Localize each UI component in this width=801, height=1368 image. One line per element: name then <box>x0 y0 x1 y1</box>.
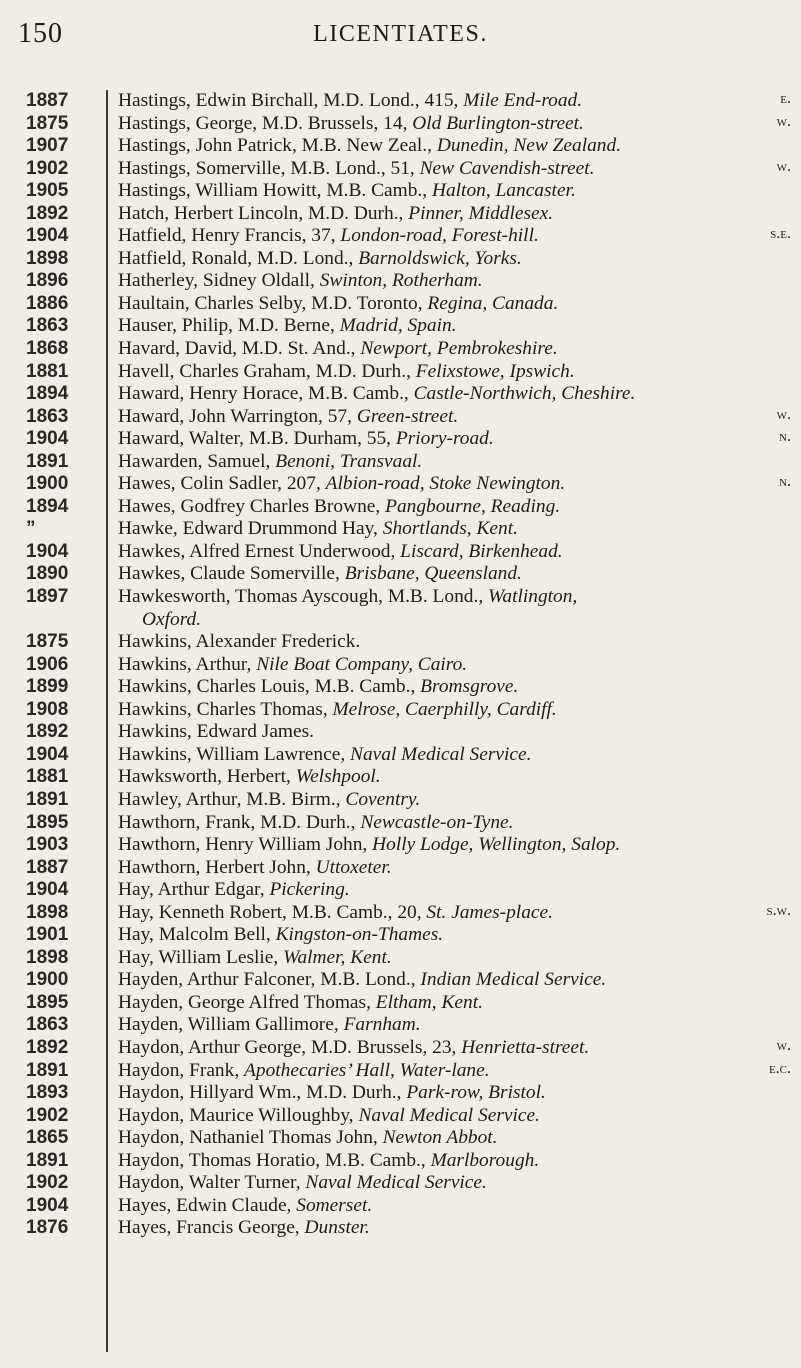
entry-row <box>0 428 801 451</box>
entry-year: 1893 <box>26 1082 69 1104</box>
entry-year: 1887 <box>26 856 69 878</box>
entry-row <box>0 293 801 316</box>
entry-text <box>118 563 793 586</box>
entry-year: 1898 <box>26 247 69 269</box>
entry-row <box>0 812 801 835</box>
entry-year: 1907 <box>26 135 69 157</box>
entry-text <box>118 496 793 519</box>
entry-row <box>0 1060 801 1083</box>
entry-year: 1891 <box>26 1059 69 1081</box>
entry-row <box>0 361 801 384</box>
entry-text <box>118 1037 793 1060</box>
entry-location: Priory-road. <box>395 428 494 450</box>
entry-text <box>118 969 793 992</box>
entry-name: Haydon, Walter Turner, <box>118 1172 306 1194</box>
entry-text <box>118 766 793 789</box>
entry-row <box>0 338 801 361</box>
entry-year: 1904 <box>26 743 69 765</box>
entry-name: Hayden, George Alfred Thomas, <box>118 991 376 1013</box>
entry-year: 1891 <box>26 788 69 810</box>
entry-row <box>0 90 801 113</box>
entry-location: Felixstowe, Ipswich. <box>415 360 575 382</box>
entry-year: 1892 <box>26 1036 69 1058</box>
entry-name: Haydon, Arthur George, M.D. Brussels, 23, <box>118 1036 462 1058</box>
entry-name: Hawkins, Arthur, <box>118 653 257 675</box>
entry-name: Havard, David, M.D. St. And., <box>118 338 361 360</box>
entry-location: London-road, Forest-hill. <box>340 225 539 247</box>
entry-location: Newport, Pembrokeshire. <box>360 338 558 360</box>
entry-text <box>118 902 793 925</box>
page-number: 150 <box>18 18 63 49</box>
entry-row <box>0 789 801 812</box>
licentiates-list <box>0 90 801 1240</box>
entry-year: 1891 <box>26 450 69 472</box>
entry-text <box>118 451 793 474</box>
entry-text <box>118 699 793 722</box>
entry-row <box>0 699 801 722</box>
entry-location: Benoni, Transvaal. <box>275 450 423 472</box>
entry-text <box>118 315 793 338</box>
entry-year: 1900 <box>26 969 69 991</box>
entry-text <box>118 180 793 203</box>
entry-text <box>118 135 793 158</box>
entry-location: Walmer, Kent. <box>283 946 392 968</box>
entry-year: 1904 <box>26 540 69 562</box>
entry-name: Hawksworth, Herbert, <box>118 766 296 788</box>
entry-year: ” <box>26 518 36 540</box>
entry-location: Uttoxeter. <box>315 856 392 878</box>
entry-year: 1892 <box>26 202 69 224</box>
entry-year: 1904 <box>26 428 69 450</box>
entry-location: New Cavendish-street. <box>419 157 595 179</box>
entry-year: 1904 <box>26 879 69 901</box>
entry-row <box>0 1172 801 1195</box>
entry-row <box>0 834 801 857</box>
entry-year: 1875 <box>26 112 69 134</box>
entry-name: Hawkins, Charles Louis, M.B. Camb., <box>118 676 421 698</box>
entry-row <box>0 315 801 338</box>
entry-postal-district: n. <box>779 428 791 446</box>
entry-year: 1905 <box>26 180 69 202</box>
entry-postal-district: e.c. <box>768 1059 791 1077</box>
entry-year: 1895 <box>26 991 69 1013</box>
entry-location: Indian Medical Service. <box>420 969 607 991</box>
entry-name: Hatfield, Ronald, M.D. Lond., <box>118 247 359 269</box>
entry-row <box>0 654 801 677</box>
entry-year: 1863 <box>26 315 69 337</box>
entry-location: Welshpool. <box>295 766 381 788</box>
entry-name: Hawthorn, Frank, M.D. Durh., <box>118 811 361 833</box>
entry-name: Hayes, Edwin Claude, <box>118 1194 297 1216</box>
entry-year: 1876 <box>26 1217 69 1239</box>
entry-name: Hastings, Edwin Birchall, M.D. Lond., 415, <box>118 90 464 111</box>
entry-location: Brisbane, Queensland. <box>344 563 522 585</box>
entry-row <box>0 676 801 699</box>
entry-year: 1890 <box>26 563 69 585</box>
entry-name: Haward, Walter, M.B. Durham, 55, <box>118 428 396 450</box>
entry-location: Regina, Canada. <box>427 292 559 314</box>
entry-row <box>0 180 801 203</box>
entry-name: Havell, Charles Graham, M.D. Durh., <box>118 360 416 382</box>
entry-text <box>118 654 793 677</box>
entry-year: 1892 <box>26 721 69 743</box>
entry-text <box>118 248 793 271</box>
entry-text <box>118 992 793 1015</box>
entry-year: 1902 <box>26 1104 69 1126</box>
entry-row <box>0 1127 801 1150</box>
entry-location: Naval Medical Service. <box>358 1104 540 1126</box>
entry-continuation <box>0 609 801 632</box>
entry-row <box>0 586 801 609</box>
entry-text <box>118 586 793 609</box>
entry-text <box>118 383 793 406</box>
entry-row <box>0 451 801 474</box>
entry-text <box>118 541 793 564</box>
entry-row <box>0 902 801 925</box>
entry-postal-district: w. <box>776 405 791 423</box>
entry-location: Apothecaries’ Hall, Water-lane. <box>244 1059 490 1081</box>
entry-location: Nile Boat Company, Cairo. <box>256 653 468 675</box>
entry-name: Haward, Henry Horace, M.B. Camb., <box>118 383 414 405</box>
entry-year: 1881 <box>26 360 69 382</box>
entry-location: Watlington, <box>488 586 578 608</box>
entry-year: 1906 <box>26 653 69 675</box>
entry-year: 1897 <box>26 586 69 608</box>
entry-year: 1863 <box>26 1014 69 1036</box>
entry-location: Farnham. <box>343 1014 421 1036</box>
entry-year: 1908 <box>26 698 69 720</box>
entry-year: 1894 <box>26 495 69 517</box>
entry-name: Haydon, Nathaniel Thomas John, <box>118 1127 383 1149</box>
entry-location: Henrietta-street. <box>461 1036 590 1058</box>
entry-text <box>118 293 793 316</box>
entry-name: Haydon, Frank, <box>118 1059 245 1081</box>
entry-row <box>0 1037 801 1060</box>
entry-text <box>118 1217 793 1240</box>
entry-row <box>0 969 801 992</box>
entry-location: St. James-place. <box>426 901 553 923</box>
entry-location: Eltham, Kent. <box>375 991 483 1013</box>
entry-text <box>118 924 793 947</box>
entry-text <box>118 834 793 857</box>
entry-row <box>0 563 801 586</box>
entry-row <box>0 473 801 496</box>
entry-location: Madrid, Spain. <box>339 315 457 337</box>
entry-name: Hastings, Somerville, M.B. Lond., 51, <box>118 157 420 179</box>
entry-postal-district: n. <box>779 473 791 491</box>
entry-text <box>118 1082 793 1105</box>
entry-year: 1904 <box>26 225 69 247</box>
entry-postal-district: s.w. <box>766 901 791 919</box>
entry-row <box>0 1217 801 1240</box>
entry-text <box>118 361 793 384</box>
entry-year: 1881 <box>26 766 69 788</box>
entry-location: Green-street. <box>356 405 459 427</box>
entry-text <box>118 90 793 113</box>
entry-row <box>0 203 801 226</box>
entry-year: 1863 <box>26 405 69 427</box>
entry-year: 1902 <box>26 157 69 179</box>
entry-name: Hawley, Arthur, M.B. Birm., <box>118 788 346 810</box>
entry-location: Holly Lodge, Wellington, Salop. <box>372 834 621 856</box>
entry-text <box>118 1150 793 1173</box>
entry-row <box>0 541 801 564</box>
entry-name: Hawke, Edward Drummond Hay, <box>118 518 383 540</box>
entry-text <box>118 789 793 812</box>
entry-text <box>118 158 793 181</box>
entry-year: 1894 <box>26 383 69 405</box>
entry-location: Pinner, Middlesex. <box>408 202 554 224</box>
entry-year: 1902 <box>26 1172 69 1194</box>
entry-row <box>0 1195 801 1218</box>
entry-name: Hayden, William Gallimore, <box>118 1014 344 1036</box>
entry-text <box>118 631 793 654</box>
entry-text <box>118 473 793 496</box>
entry-location: Dunster. <box>304 1217 370 1239</box>
entry-text <box>118 338 793 361</box>
entry-location: Newton Abbot. <box>382 1127 498 1149</box>
entry-name: Hay, Malcolm Bell, <box>118 924 276 946</box>
entry-name: Hayes, Francis George, <box>118 1217 305 1239</box>
entry-row <box>0 248 801 271</box>
entry-location: Shortlands, Kent. <box>382 518 518 540</box>
entry-name: Hawkins, William Lawrence, <box>118 743 351 765</box>
entry-location: Mile End-road. <box>463 90 583 111</box>
entry-postal-district: w. <box>776 112 791 130</box>
entry-location: Dunedin, New Zealand. <box>436 135 622 157</box>
entry-name: Hawkesworth, Thomas Ayscough, M.B. Lond., <box>118 586 489 608</box>
entry-name: Hatherley, Sidney Oldall, <box>118 270 320 292</box>
entry-name: Hastings, George, M.D. Brussels, 14, <box>118 112 413 134</box>
entry-location: Naval Medical Service. <box>350 743 532 765</box>
entry-location: Coventry. <box>345 788 421 810</box>
entry-name: Hastings, William Howitt, M.B. Camb., <box>118 180 432 202</box>
entry-postal-district: w. <box>776 1036 791 1054</box>
entry-text <box>118 518 793 541</box>
entry-row <box>0 924 801 947</box>
entry-row <box>0 113 801 136</box>
entry-text <box>118 1127 793 1150</box>
entry-row <box>0 406 801 429</box>
entry-name: Haydon, Thomas Horatio, M.B. Camb., <box>118 1149 431 1171</box>
entry-year: 1900 <box>26 473 69 495</box>
entry-text <box>118 1195 793 1218</box>
entry-name: Hay, Kenneth Robert, M.B. Camb., 20, <box>118 901 427 923</box>
entry-year: 1886 <box>26 292 69 314</box>
entry-name: Hawkins, Alexander Frederick. <box>118 631 361 653</box>
entry-location: Naval Medical Service. <box>305 1172 487 1194</box>
entry-location: Old Burlington-street. <box>412 112 584 134</box>
entry-location: Swinton, Rotherham. <box>319 270 483 292</box>
entry-name: Haydon, Hillyard Wm., M.D. Durh., <box>118 1082 407 1104</box>
entry-location: Liscard, Birkenhead. <box>400 540 563 562</box>
entry-row <box>0 947 801 970</box>
entry-row <box>0 992 801 1015</box>
entry-location: Bromsgrove. <box>420 676 519 698</box>
entry-row <box>0 631 801 654</box>
entry-name: Haydon, Maurice Willoughby, <box>118 1104 359 1126</box>
entry-text <box>118 270 793 293</box>
entry-row <box>0 158 801 181</box>
entry-text <box>118 1060 793 1083</box>
entry-row <box>0 496 801 519</box>
entry-name: Hay, William Leslie, <box>118 946 284 968</box>
entry-row <box>0 1082 801 1105</box>
entry-name: Hawarden, Samuel, <box>118 450 276 472</box>
entry-name: Hawkes, Alfred Ernest Underwood, <box>118 540 401 562</box>
entry-row <box>0 1105 801 1128</box>
entry-row <box>0 721 801 744</box>
entry-location: Newcastle-on-Tyne. <box>360 811 514 833</box>
entry-location: Oxford. <box>142 608 202 630</box>
entry-postal-district: e. <box>780 90 791 107</box>
entry-name: Hatch, Herbert Lincoln, M.D. Durh., <box>118 202 409 224</box>
entry-location: Pickering. <box>269 879 350 901</box>
entry-postal-district: s.e. <box>770 225 791 243</box>
entry-year: 1898 <box>26 901 69 923</box>
entry-name: Hawkins, Charles Thomas, <box>118 698 333 720</box>
entry-year: 1891 <box>26 1149 69 1171</box>
entry-text <box>142 609 793 632</box>
entry-text <box>118 203 793 226</box>
entry-postal-district: w. <box>776 157 791 175</box>
entry-text <box>118 812 793 835</box>
entry-row <box>0 857 801 880</box>
entry-text <box>118 857 793 880</box>
entry-text <box>118 1014 793 1037</box>
running-title: LICENTIATES. <box>313 21 488 47</box>
entry-year: 1887 <box>26 90 69 111</box>
entry-name: Hastings, John Patrick, M.B. New Zeal., <box>118 135 437 157</box>
entry-name: Hawes, Godfrey Charles Browne, <box>118 495 386 517</box>
entry-year: 1868 <box>26 338 69 360</box>
entry-location: Halton, Lancaster. <box>431 180 576 202</box>
entry-text <box>118 113 793 136</box>
entry-year: 1901 <box>26 924 69 946</box>
entry-location: Castle-Northwich, Cheshire. <box>413 383 636 405</box>
entry-year: 1875 <box>26 631 69 653</box>
entry-row <box>0 135 801 158</box>
entry-row <box>0 879 801 902</box>
entry-location: Park-row, Bristol. <box>406 1082 546 1104</box>
entry-text <box>118 1172 793 1195</box>
entry-text <box>118 879 793 902</box>
entry-location: Marlborough. <box>430 1149 540 1171</box>
entry-row <box>0 383 801 406</box>
entry-year: 1898 <box>26 946 69 968</box>
entry-name: Hay, Arthur Edgar, <box>118 879 270 901</box>
entry-year: 1904 <box>26 1194 69 1216</box>
entry-text <box>118 225 793 248</box>
entry-location: Barnoldswick, Yorks. <box>358 247 522 269</box>
entry-year: 1903 <box>26 834 69 856</box>
entry-row <box>0 1150 801 1173</box>
entry-row <box>0 1014 801 1037</box>
entry-row <box>0 270 801 293</box>
entry-name: Hatfield, Henry Francis, 37, <box>118 225 341 247</box>
entry-text <box>118 1105 793 1128</box>
entry-text <box>118 721 793 744</box>
entry-name: Hawthorn, Herbert John, <box>118 856 316 878</box>
entry-text <box>118 676 793 699</box>
entry-row <box>0 766 801 789</box>
entry-name: Hawthorn, Henry William John, <box>118 834 373 856</box>
entry-location: Melrose, Caerphilly, Cardiff. <box>332 698 557 720</box>
entry-row <box>0 518 801 541</box>
entry-year: 1896 <box>26 270 69 292</box>
entry-year: 1895 <box>26 811 69 833</box>
entry-row <box>0 744 801 767</box>
entry-name: Hayden, Arthur Falconer, M.B. Lond., <box>118 969 421 991</box>
entry-row <box>0 225 801 248</box>
entry-location: Albion-road, Stoke Newington. <box>325 473 566 495</box>
entry-name: Hauser, Philip, M.D. Berne, <box>118 315 340 337</box>
entry-location: Pangbourne, Reading. <box>385 495 561 517</box>
entry-year: 1899 <box>26 676 69 698</box>
entry-text <box>118 947 793 970</box>
entry-text <box>118 406 793 429</box>
entry-name: Hawes, Colin Sadler, 207, <box>118 473 326 495</box>
entry-text <box>118 428 793 451</box>
entry-location: Kingston-on-Thames. <box>275 924 444 946</box>
entry-text <box>118 744 793 767</box>
entry-year: 1865 <box>26 1127 69 1149</box>
entry-name: Hawkes, Claude Somerville, <box>118 563 345 585</box>
entry-location: Somerset. <box>296 1194 373 1216</box>
entry-name: Hawkins, Edward James. <box>118 721 315 743</box>
entry-name: Haultain, Charles Selby, M.D. Toronto, <box>118 292 428 314</box>
entry-name: Haward, John Warrington, 57, <box>118 405 357 427</box>
